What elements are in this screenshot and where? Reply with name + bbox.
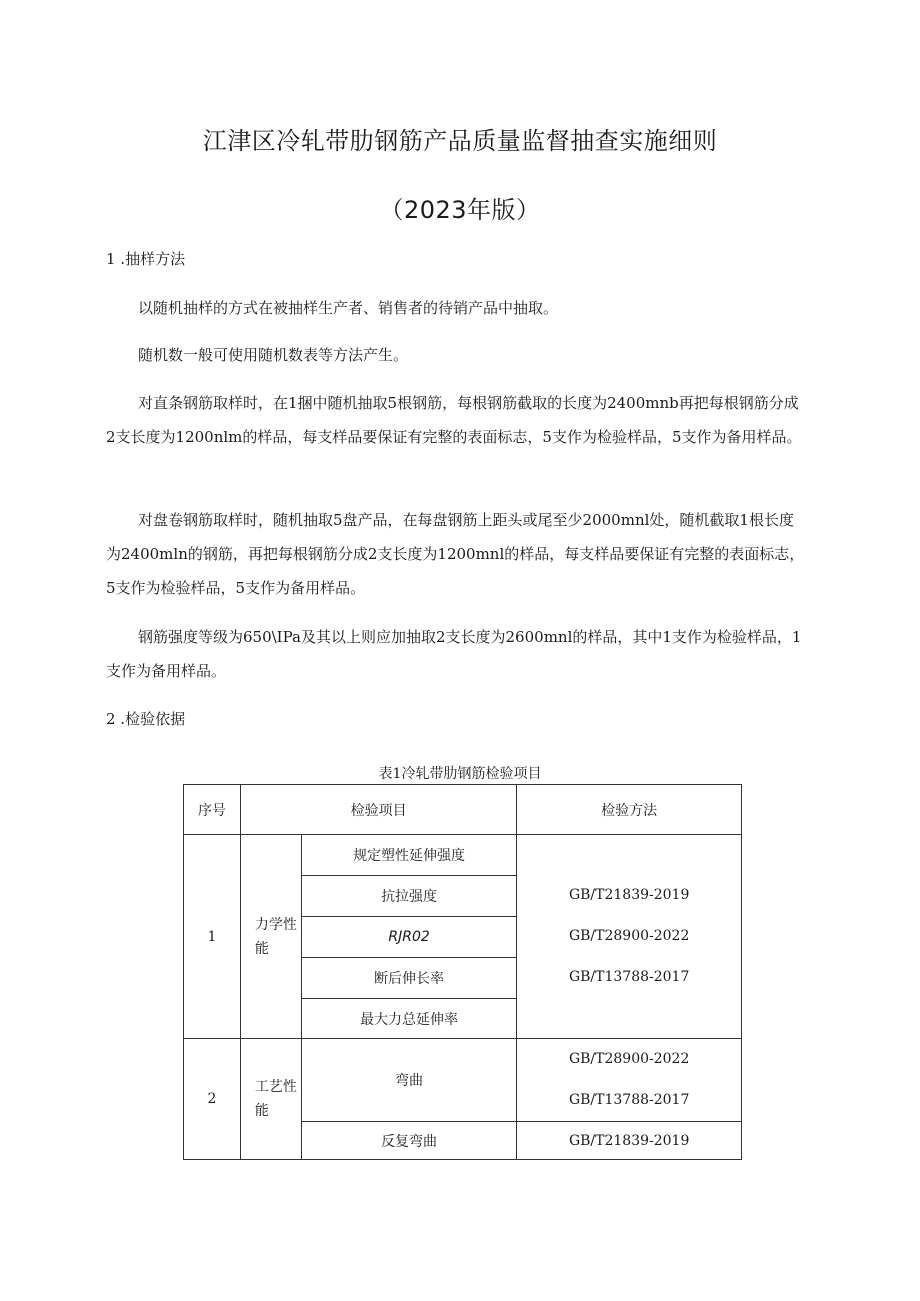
category-mechanical: 力学性能 xyxy=(240,835,301,1039)
paragraph-text: 以随机抽样的方式在被抽样生产者、销售者的待销产品中抽取。 xyxy=(138,299,559,317)
table-row xyxy=(184,1039,742,1122)
method-standard: GB/T13788-2017 xyxy=(568,969,690,985)
row-number: 1 xyxy=(184,835,241,1039)
header-no: 序号 xyxy=(184,785,241,835)
method-standard: GB/T28900-2022 xyxy=(568,928,690,944)
table-row xyxy=(184,835,742,876)
category-process: 工艺性能 xyxy=(240,1039,301,1160)
section-heading-basis: 2 .检验依据 xyxy=(106,710,186,728)
method-standard: GB/T21839-2019 xyxy=(568,887,690,903)
paragraph-sampling-method xyxy=(106,291,806,325)
method-standard: GB/T28900-2022 xyxy=(568,1051,690,1067)
row-number: 2 xyxy=(184,1039,241,1160)
header-method: 检验方法 xyxy=(517,785,742,835)
inspection-table xyxy=(183,784,742,1160)
method-cell xyxy=(517,1039,742,1122)
method-cell: GB/T21839-2019 xyxy=(517,1122,742,1160)
paragraph-text: 钢筋强度等级为650\IPa及其以上则应加抽取2支长度为2600mnl的样品，其中1支作为检验样品，1支作为备用样品。 xyxy=(106,628,802,680)
paragraph-straight-bar xyxy=(106,386,806,454)
item-cell: RJR02 xyxy=(301,917,517,958)
paragraph-coil-bar xyxy=(106,503,806,605)
item-cell: 最大力总延伸率 xyxy=(301,999,517,1039)
table-caption: 表1冷轧带肋钢筋检验项目 xyxy=(378,766,542,782)
header-item: 检验项目 xyxy=(240,785,516,835)
item-cell: 规定塑性延伸强度 xyxy=(301,835,517,876)
document-title: 江津区冷轧带肋钢筋产品质量监督抽查实施细则 xyxy=(202,127,718,155)
item-cell: 弯曲 xyxy=(301,1039,517,1122)
paragraph-text: 对直条钢筋取样时，在1捆中随机抽取5根钢筋，每根钢筋截取的长度为2400mnb再把每根钢筋分成2支长度为1200nlm的样品，每支样品要保证有完整的表面标志，5支作为检验样品，5支作为备用样品。 xyxy=(106,394,802,446)
method-standard: GB/T13788-2017 xyxy=(568,1092,690,1108)
item-cell: 抗拉强度 xyxy=(301,876,517,917)
table-header-row xyxy=(184,785,742,835)
document-subtitle: （2023年版） xyxy=(379,196,541,224)
paragraph-text: 对盘卷钢筋取样时，随机抽取5盘产品，在每盘钢筋上距头或尾至少2000mnl处，随机截取1根长度为2400mln的钢筋，再把每根钢筋分成2支长度为1200mnl的样品，每支样品要保证有完整的表面标志，5支作为检验样品，5支作为备用样品。 xyxy=(106,511,805,597)
method-cell xyxy=(517,835,742,1039)
section-heading-sampling: 1 .抽样方法 xyxy=(106,250,186,268)
item-cell: 断后伸长率 xyxy=(301,958,517,999)
paragraph-random-number xyxy=(106,338,806,372)
paragraph-strength-grade xyxy=(106,620,806,688)
paragraph-text: 随机数一般可使用随机数表等方法产生。 xyxy=(138,346,409,364)
item-cell: 反复弯曲 xyxy=(301,1122,517,1160)
